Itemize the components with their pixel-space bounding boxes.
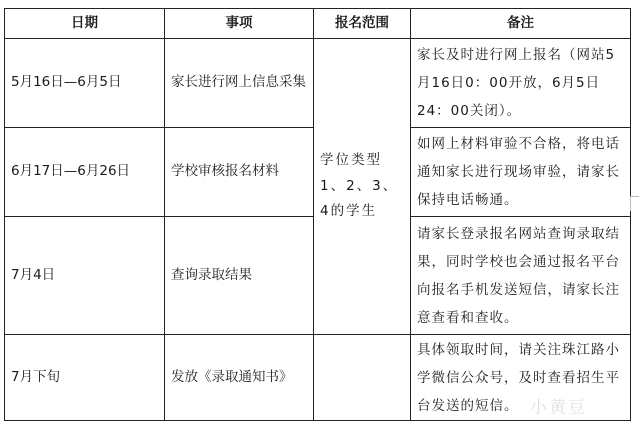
date-cell: 7月4日 (5, 217, 165, 335)
note-cell: 请家长登录报名网站查询录取结果，同时学校也会通过报名平台向报名手机发送短信，请家长注意查看和查收。 (411, 217, 631, 335)
header-date: 日期 (5, 9, 165, 39)
item-cell: 发放《录取通知书》 (165, 335, 314, 421)
scope-cell-empty (314, 335, 411, 421)
note-cell: 家长及时进行网上报名（网站5月16日0：00开放，6月5日24：00关闭）。 (411, 39, 631, 128)
table-row (5, 39, 631, 128)
note-cell: 如网上材料审验不合格，将电话通知家长进行现场审验，请家长保持电话畅通。 (411, 128, 631, 217)
note-cell: 具体领取时间，请关注珠江路小学微信公众号，及时查看招生平台发送的短信。 (411, 335, 631, 421)
watermark: 小黄豆 (530, 398, 587, 418)
page-edge-marker (630, 196, 639, 211)
date-cell: 6月17日—6月26日 (5, 128, 165, 217)
item-cell: 家长进行网上信息采集 (165, 39, 314, 128)
item-cell: 查询录取结果 (165, 217, 314, 335)
header-item: 事项 (165, 9, 314, 39)
scope-cell: 学位类型1、2、3、4的学生 (314, 39, 411, 335)
header-scope: 报名范围 (314, 9, 411, 39)
header-note: 备注 (411, 9, 631, 39)
item-cell: 学校审核报名材料 (165, 128, 314, 217)
enrollment-schedule-table (4, 8, 631, 421)
date-cell: 7月下旬 (5, 335, 165, 421)
table-header-row (5, 9, 631, 39)
date-cell: 5月16日—6月5日 (5, 39, 165, 128)
